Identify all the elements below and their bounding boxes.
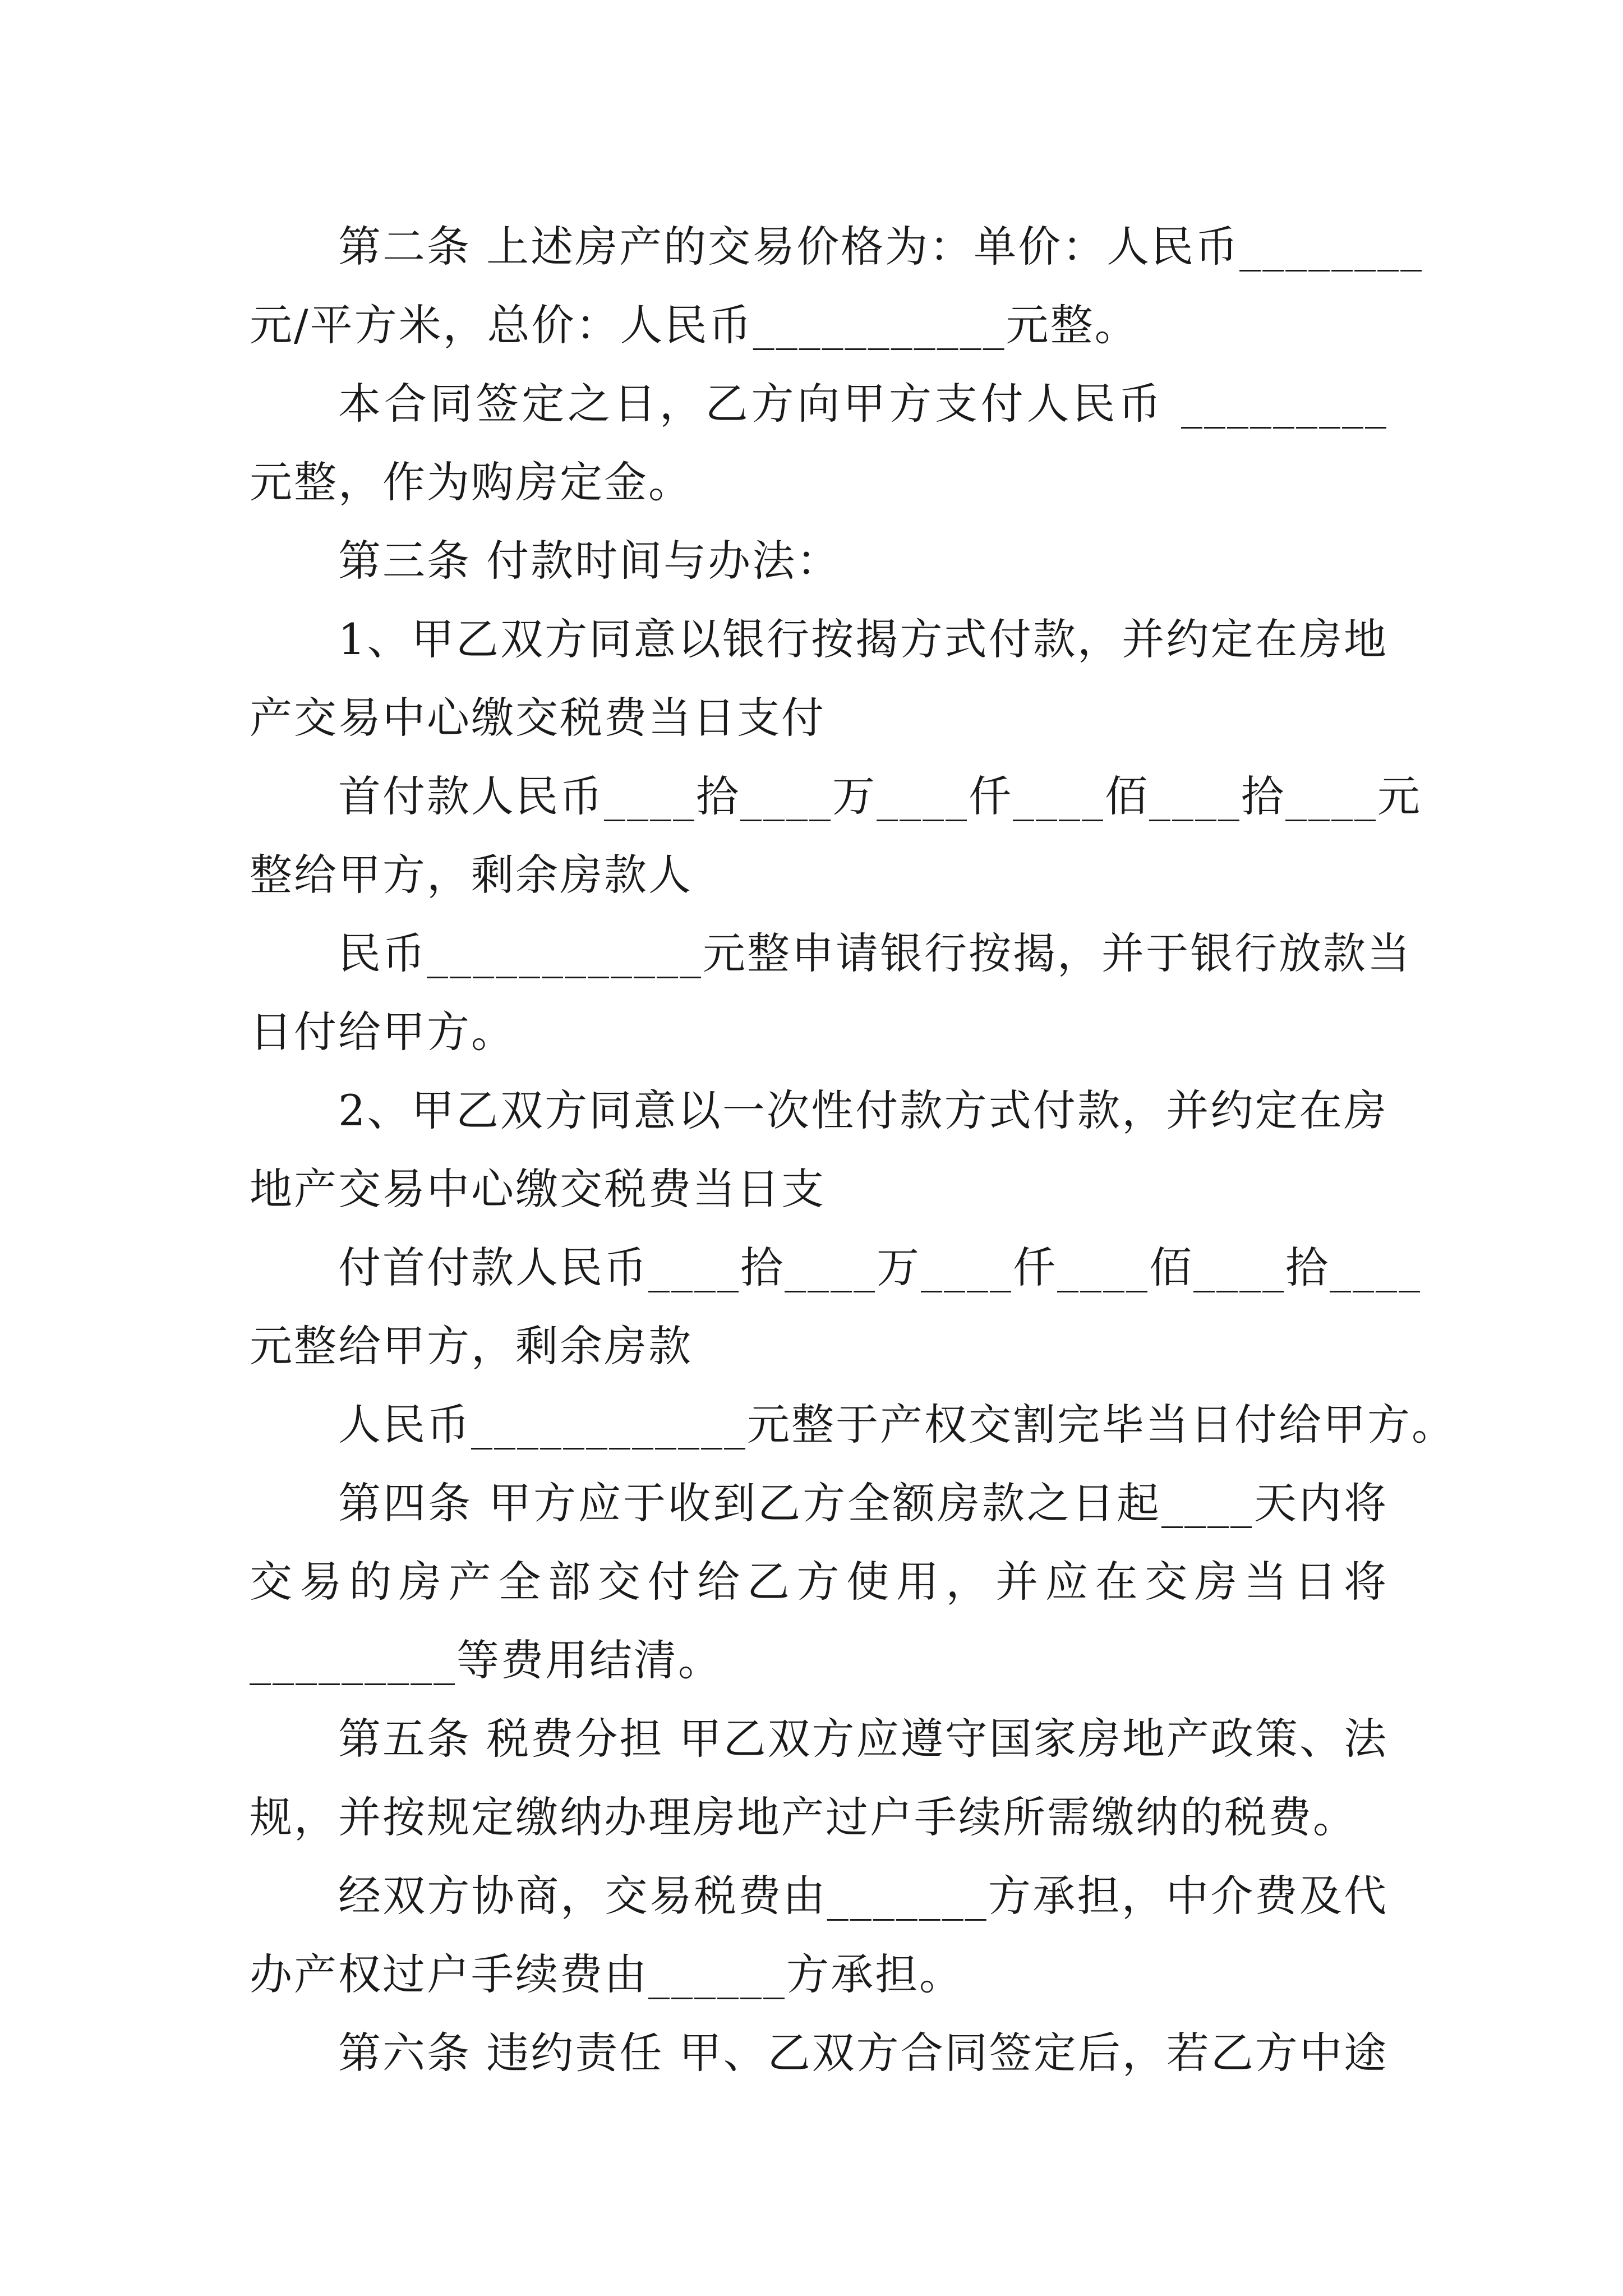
text-line: 2、甲乙双方同意以一次性付款方式付款，并约定在房 bbox=[338, 1085, 1388, 1135]
text-line: 交易的房产全部交付给乙方使用，并应在交房当日将 bbox=[250, 1557, 1388, 1607]
text-line: 元整给甲方，剩余房款 bbox=[250, 1321, 693, 1371]
text-line: 日付给甲方。 bbox=[250, 1007, 515, 1057]
text-line: 第六条 违约责任 甲、乙双方合同签定后，若乙方中途 bbox=[338, 2028, 1388, 2078]
text-line: 元整，作为购房定金。 bbox=[250, 457, 693, 507]
text-line: 付首付款人民币____拾____万____仟____佰____拾____ bbox=[338, 1243, 1422, 1292]
contract-text bbox=[250, 208, 1456, 2092]
text-line: 产交易中心缴交税费当日支付 bbox=[250, 693, 826, 743]
text-line: 民币____________元整申请银行按揭，并于银行放款当 bbox=[338, 928, 1412, 978]
text-line: 元/平方米，总价：人民币___________元整。 bbox=[250, 300, 1139, 350]
text-line: 第三条 付款时间与办法： bbox=[338, 536, 841, 586]
text-line: 整给甲方，剩余房款人 bbox=[250, 850, 693, 900]
text-line: 本合同签定之日，乙方向甲方支付人民币 _________ bbox=[338, 379, 1388, 429]
text-line: 1、甲乙双方同意以银行按揭方式付款，并约定在房地 bbox=[338, 614, 1388, 664]
text-line: 第二条 上述房产的交易价格为：单价：人民币________ bbox=[338, 222, 1424, 272]
text-line: 第五条 税费分担 甲乙双方应遵守国家房地产政策、法 bbox=[338, 1714, 1388, 1764]
text-line: 首付款人民币____拾____万____仟____佰____拾____元 bbox=[338, 771, 1422, 821]
text-line: 人民币____________元整于产权交割完毕当日付给甲方。 bbox=[338, 1400, 1456, 1450]
text-line: 第四条 甲方应于收到乙方全额房款之日起____天内将 bbox=[338, 1478, 1388, 1528]
text-line: 经双方协商，交易税费由_______方承担，中介费及代 bbox=[338, 1871, 1388, 1921]
text-line: 办产权过户手续费由______方承担。 bbox=[250, 1949, 963, 1999]
text-line: 规，并按规定缴纳办理房地产过户手续所需缴纳的税费。 bbox=[250, 1792, 1357, 1842]
text-line: _________等费用结清。 bbox=[250, 1635, 722, 1685]
text-line: 地产交易中心缴交税费当日支 bbox=[250, 1164, 826, 1214]
